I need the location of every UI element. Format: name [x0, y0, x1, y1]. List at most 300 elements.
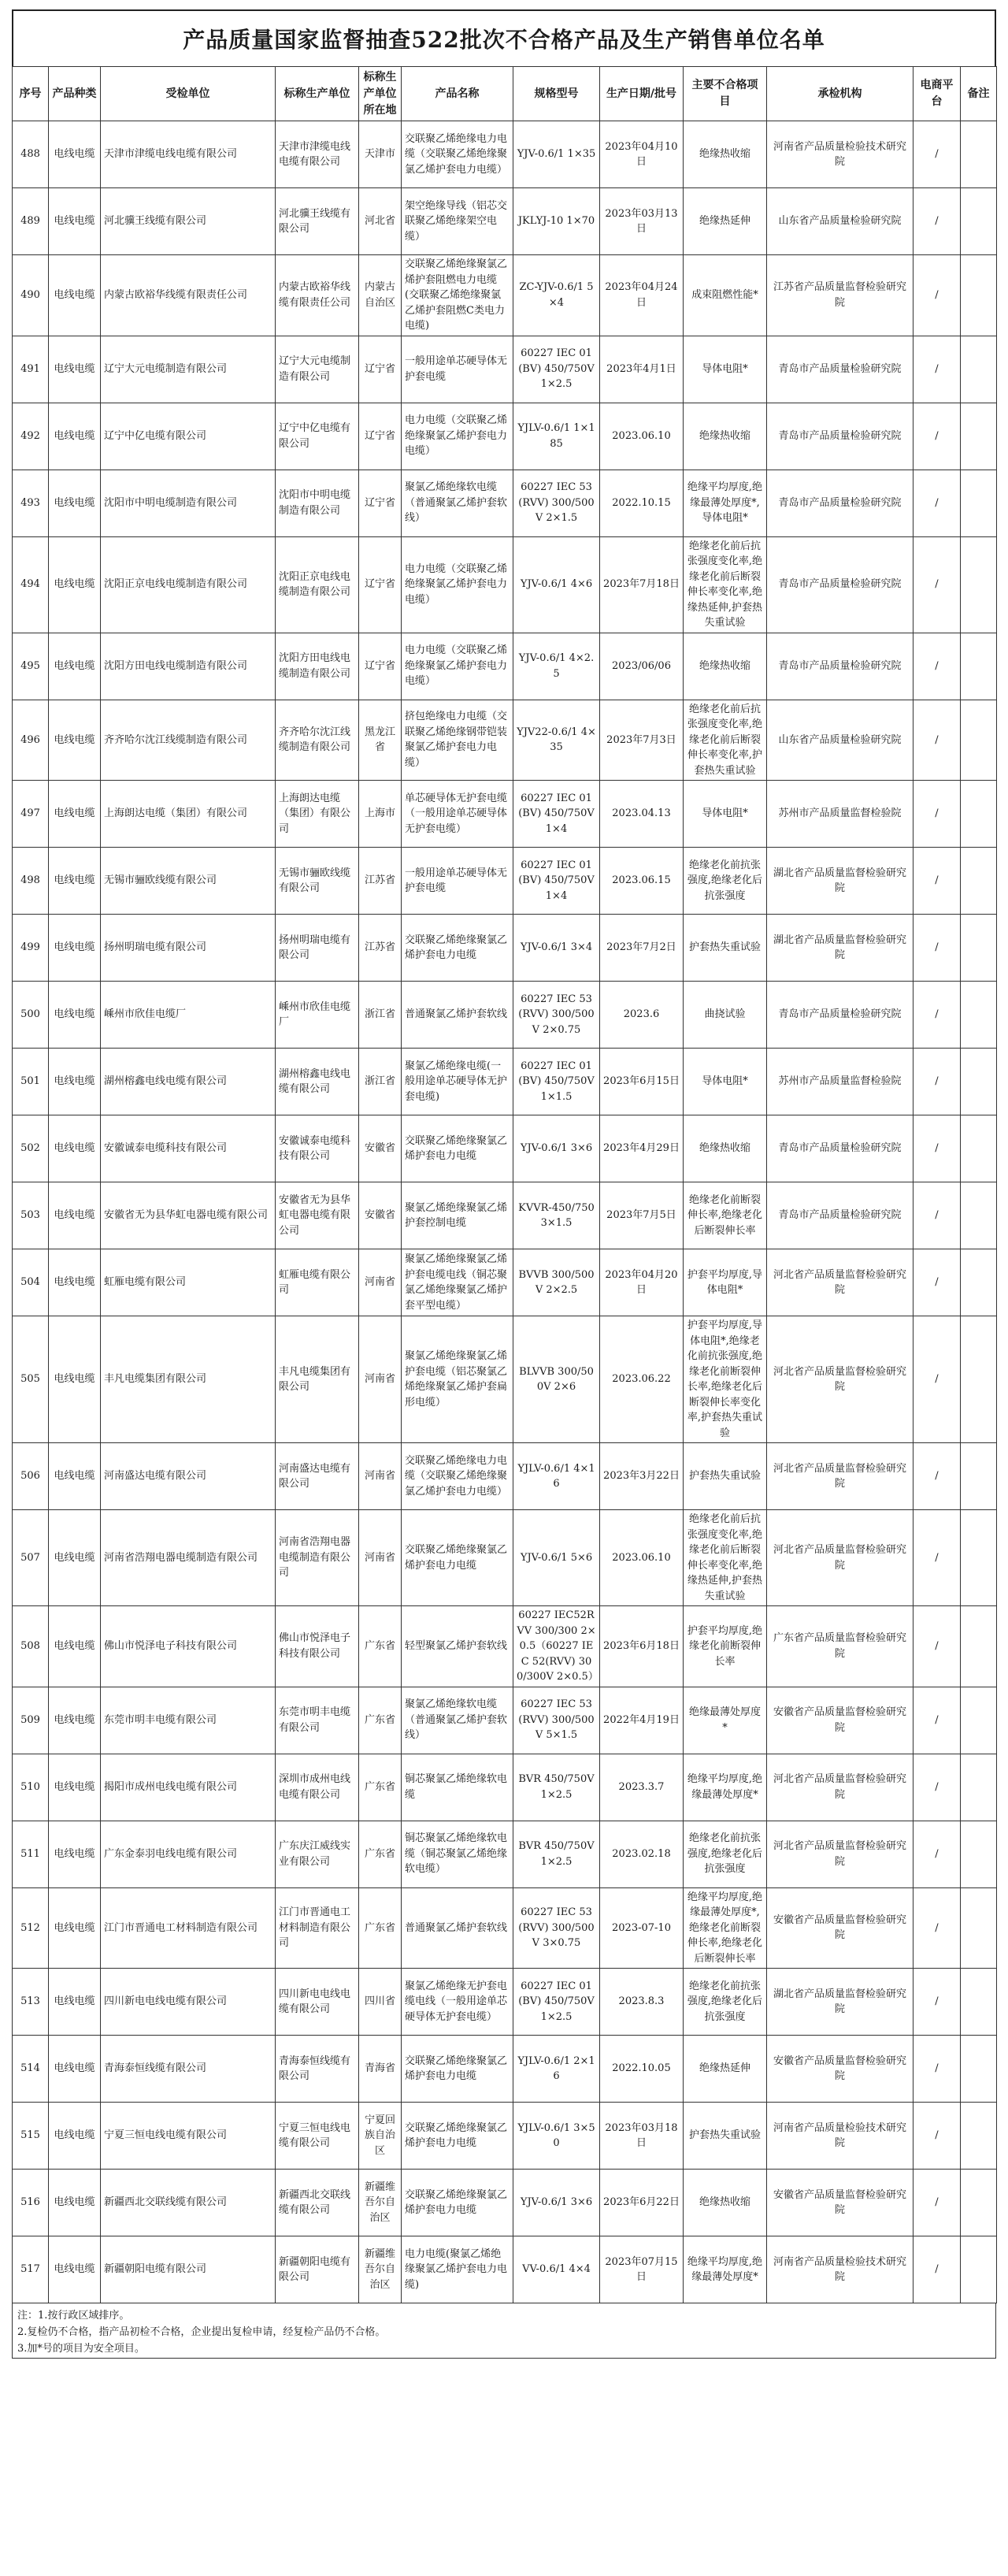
cell-category: 电线电缆	[49, 1969, 101, 2036]
cell-platform: /	[914, 1249, 961, 1316]
cell-defect: 护套平均厚度,导体电阻*	[684, 1249, 767, 1316]
cell-no: 498	[13, 848, 49, 915]
cell-location: 上海市	[359, 781, 402, 848]
cell-producer: 扬州明瑞电缆有限公司	[276, 915, 359, 982]
cell-remark	[961, 700, 997, 781]
cell-platform: /	[914, 536, 961, 633]
cell-defect: 绝缘热延伸	[684, 2036, 767, 2103]
cell-defect: 绝缘平均厚度,绝缘最薄处厚度*,绝缘老化前断裂伸长率,绝缘老化后断裂伸长率	[684, 1887, 767, 1969]
cell-defect: 绝缘老化前后抗张强度变化率,绝缘老化前后断裂伸长率变化率,护套热失重试验	[684, 700, 767, 781]
header-no: 序号	[13, 67, 49, 121]
cell-platform: /	[914, 1115, 961, 1182]
cell-location: 广东省	[359, 1687, 402, 1754]
cell-remark	[961, 982, 997, 1049]
cell-remark	[961, 2236, 997, 2303]
cell-category: 电线电缆	[49, 470, 101, 536]
cell-location: 四川省	[359, 1969, 402, 2036]
cell-inspected-unit: 嵊州市欣佳电缆厂	[101, 982, 276, 1049]
cell-product-name: 单芯硬导体无护套电缆（一般用途单芯硬导体无护套电缆）	[402, 781, 513, 848]
cell-date: 2023年3月22日	[600, 1443, 684, 1510]
cell-lab: 青岛市产品质量检验研究院	[767, 633, 914, 700]
cell-product-name: 交联聚乙烯绝缘聚氯乙烯护套电力电缆	[402, 2036, 513, 2103]
cell-remark	[961, 1887, 997, 1969]
cell-category: 电线电缆	[49, 188, 101, 255]
cell-location: 安徽省	[359, 1115, 402, 1182]
header-category: 产品种类	[49, 67, 101, 121]
cell-remark	[961, 2170, 997, 2236]
cell-no: 494	[13, 536, 49, 633]
cell-product-name: 一般用途单芯硬导体无护套电缆	[402, 848, 513, 915]
cell-remark	[961, 1687, 997, 1754]
cell-inspected-unit: 扬州明瑞电缆有限公司	[101, 915, 276, 982]
cell-date: 2023年7月18日	[600, 536, 684, 633]
cell-date: 2023年7月5日	[600, 1182, 684, 1249]
cell-inspected-unit: 湖州榕鑫电线电缆有限公司	[101, 1049, 276, 1115]
cell-category: 电线电缆	[49, 536, 101, 633]
cell-lab: 河北省产品质量监督检验研究院	[767, 1316, 914, 1443]
cell-spec: 60227 IEC 53(RVV) 300/500V 5×1.5	[513, 1687, 600, 1754]
cell-inspected-unit: 东莞市明丰电缆有限公司	[101, 1687, 276, 1754]
cell-defect: 绝缘平均厚度,绝缘最薄处厚度*,导体电阻*	[684, 470, 767, 536]
cell-producer: 内蒙古欧裕华线缆有限责任公司	[276, 255, 359, 336]
table-row	[13, 915, 997, 982]
footnotes	[12, 2303, 996, 2359]
cell-producer: 佛山市悦泽电子科技有限公司	[276, 1606, 359, 1687]
table-row	[13, 2103, 997, 2170]
cell-location: 新疆维吾尔自治区	[359, 2236, 402, 2303]
cell-inspected-unit: 广东金泰羽电线电缆有限公司	[101, 1821, 276, 1887]
cell-product-name: 铜芯聚氯乙烯绝缘软电缆	[402, 1754, 513, 1821]
cell-producer: 安徽诚泰电缆科技有限公司	[276, 1115, 359, 1182]
footnote-2: 2.复检仍不合格，指产品初检不合格，企业提出复检申请，经复检产品仍不合格。	[17, 2325, 386, 2338]
table-row	[13, 700, 997, 781]
footnote-1: 注：1.按行政区域排序。	[17, 2310, 130, 2322]
cell-spec: 60227 IEC 53(RVV) 300/500V 3×0.75	[513, 1887, 600, 1969]
header-lab: 承检机构	[767, 67, 914, 121]
cell-lab: 安徽省产品质量监督检验研究院	[767, 1887, 914, 1969]
cell-remark	[961, 470, 997, 536]
cell-product-name: 交联聚乙烯绝缘聚氯乙烯护套电力电缆	[402, 2170, 513, 2236]
cell-defect: 绝缘平均厚度,绝缘最薄处厚度*	[684, 2236, 767, 2303]
cell-platform: /	[914, 2236, 961, 2303]
cell-remark	[961, 1182, 997, 1249]
cell-location: 辽宁省	[359, 536, 402, 633]
cell-producer: 东莞市明丰电缆有限公司	[276, 1687, 359, 1754]
cell-product-name: 电力电缆(聚氯乙烯绝缘聚氯乙烯护套电力电缆)	[402, 2236, 513, 2303]
cell-product-name: 聚氯乙烯绝缘聚氯乙烯护套电缆（铝芯聚氯乙烯绝缘聚氯乙烯护套扁形电缆）	[402, 1316, 513, 1443]
cell-platform: /	[914, 1821, 961, 1887]
cell-remark	[961, 403, 997, 470]
cell-date: 2023年04月20日	[600, 1249, 684, 1316]
cell-spec: YJLV-0.6/1 1×185	[513, 403, 600, 470]
cell-producer: 安徽省无为县华虹电器电缆有限公司	[276, 1182, 359, 1249]
cell-no: 500	[13, 982, 49, 1049]
cell-category: 电线电缆	[49, 1606, 101, 1687]
cell-lab: 青岛市产品质量检验研究院	[767, 536, 914, 633]
cell-product-name: 普通聚氯乙烯护套软线	[402, 1887, 513, 1969]
cell-remark	[961, 1969, 997, 2036]
cell-platform: /	[914, 1316, 961, 1443]
table-row	[13, 255, 997, 336]
cell-platform: /	[914, 1969, 961, 2036]
cell-category: 电线电缆	[49, 700, 101, 781]
cell-category: 电线电缆	[49, 2170, 101, 2236]
cell-date: 2023年04月24日	[600, 255, 684, 336]
cell-category: 电线电缆	[49, 1249, 101, 1316]
cell-product-name: 聚氯乙烯绝缘聚氯乙烯护套控制电缆	[402, 1182, 513, 1249]
cell-date: 2023.06.10	[600, 1510, 684, 1606]
cell-spec: BVR 450/750V 1×2.5	[513, 1821, 600, 1887]
cell-date: 2023年4月1日	[600, 336, 684, 403]
cell-lab: 湖北省产品质量监督检验研究院	[767, 915, 914, 982]
cell-category: 电线电缆	[49, 2103, 101, 2170]
cell-inspected-unit: 丰凡电缆集团有限公司	[101, 1316, 276, 1443]
cell-category: 电线电缆	[49, 1316, 101, 1443]
cell-date: 2023.06.15	[600, 848, 684, 915]
table-body	[13, 121, 997, 2303]
cell-producer: 宁夏三恒电线电缆有限公司	[276, 2103, 359, 2170]
cell-spec: BVR 450/750V 1×2.5	[513, 1754, 600, 1821]
cell-lab: 湖北省产品质量监督检验研究院	[767, 1969, 914, 2036]
cell-inspected-unit: 四川新电电线电缆有限公司	[101, 1969, 276, 2036]
cell-no: 493	[13, 470, 49, 536]
cell-lab: 山东省产品质量检验研究院	[767, 188, 914, 255]
cell-date: 2023.8.3	[600, 1969, 684, 2036]
table-row	[13, 1687, 997, 1754]
cell-inspected-unit: 河南盛达电缆有限公司	[101, 1443, 276, 1510]
cell-defect: 绝缘热收缩	[684, 1115, 767, 1182]
cell-category: 电线电缆	[49, 1049, 101, 1115]
cell-platform: /	[914, 1182, 961, 1249]
cell-remark	[961, 336, 997, 403]
cell-date: 2023年7月2日	[600, 915, 684, 982]
cell-defect: 护套平均厚度,绝缘老化前断裂伸长率	[684, 1606, 767, 1687]
cell-producer: 江门市晋通电工材料制造有限公司	[276, 1887, 359, 1969]
cell-spec: 60227 IEC 01(BV) 450/750V 1×2.5	[513, 336, 600, 403]
cell-inspected-unit: 内蒙古欧裕华线缆有限责任公司	[101, 255, 276, 336]
table-row	[13, 781, 997, 848]
cell-spec: 60227 IEC 53(RVV) 300/500V 2×0.75	[513, 982, 600, 1049]
cell-defect: 绝缘老化前抗张强度,绝缘老化后抗张强度	[684, 1969, 767, 2036]
cell-category: 电线电缆	[49, 403, 101, 470]
cell-no: 492	[13, 403, 49, 470]
cell-platform: /	[914, 2036, 961, 2103]
cell-product-name: 一般用途单芯硬导体无护套电缆	[402, 336, 513, 403]
table-row	[13, 1115, 997, 1182]
cell-category: 电线电缆	[49, 255, 101, 336]
cell-date: 2023年03月18日	[600, 2103, 684, 2170]
cell-location: 宁夏回族自治区	[359, 2103, 402, 2170]
cell-no: 515	[13, 2103, 49, 2170]
cell-defect: 曲挠试验	[684, 982, 767, 1049]
table-row	[13, 1606, 997, 1687]
cell-defect: 绝缘热收缩	[684, 121, 767, 188]
cell-product-name: 交联聚乙烯绝缘电力电缆（交联聚乙烯绝缘聚氯乙烯护套电力电缆）	[402, 121, 513, 188]
cell-remark	[961, 915, 997, 982]
cell-inspected-unit: 上海朗达电缆（集团）有限公司	[101, 781, 276, 848]
header-product-name: 产品名称	[402, 67, 513, 121]
cell-category: 电线电缆	[49, 982, 101, 1049]
cell-date: 2022.10.05	[600, 2036, 684, 2103]
header-producer: 标称生产单位	[276, 67, 359, 121]
cell-producer: 辽宁大元电缆制造有限公司	[276, 336, 359, 403]
cell-spec: KVVR-450/750 3×1.5	[513, 1182, 600, 1249]
table-row	[13, 2236, 997, 2303]
cell-lab: 安徽省产品质量监督检验研究院	[767, 1687, 914, 1754]
cell-location: 江苏省	[359, 915, 402, 982]
cell-lab: 苏州市产品质量监督检验院	[767, 1049, 914, 1115]
cell-category: 电线电缆	[49, 1821, 101, 1887]
cell-remark	[961, 1249, 997, 1316]
cell-defect: 护套热失重试验	[684, 915, 767, 982]
cell-producer: 沈阳方田电线电缆制造有限公司	[276, 633, 359, 700]
table-row	[13, 188, 997, 255]
cell-producer: 河南省浩翔电器电缆制造有限公司	[276, 1510, 359, 1606]
cell-no: 511	[13, 1821, 49, 1887]
cell-location: 河南省	[359, 1443, 402, 1510]
cell-location: 辽宁省	[359, 470, 402, 536]
cell-producer: 辽宁中亿电缆有限公司	[276, 403, 359, 470]
cell-location: 辽宁省	[359, 336, 402, 403]
cell-platform: /	[914, 1606, 961, 1687]
cell-product-name: 聚氯乙烯绝缘聚氯乙烯护套电缆电线（铜芯聚氯乙烯绝缘聚氯乙烯护套平型电缆）	[402, 1249, 513, 1316]
cell-location: 安徽省	[359, 1182, 402, 1249]
cell-platform: /	[914, 470, 961, 536]
cell-inspected-unit: 天津市津缆电线电缆有限公司	[101, 121, 276, 188]
cell-inspected-unit: 无锡市骊欧线缆有限公司	[101, 848, 276, 915]
table-row	[13, 1510, 997, 1606]
cell-location: 浙江省	[359, 1049, 402, 1115]
cell-platform: /	[914, 781, 961, 848]
cell-remark	[961, 1510, 997, 1606]
cell-platform: /	[914, 121, 961, 188]
table-row	[13, 121, 997, 188]
cell-date: 2023.06.10	[600, 403, 684, 470]
cell-no: 513	[13, 1969, 49, 2036]
cell-platform: /	[914, 1754, 961, 1821]
table-row	[13, 1887, 997, 1969]
cell-spec: 60227 IEC52RVV 300/300 2×0.5（60227 IEC 52(RVV) 300/300V 2×0.5）	[513, 1606, 600, 1687]
cell-lab: 青岛市产品质量检验研究院	[767, 982, 914, 1049]
cell-platform: /	[914, 848, 961, 915]
cell-lab: 山东省产品质量检验研究院	[767, 700, 914, 781]
cell-remark	[961, 1821, 997, 1887]
cell-date: 2023.02.18	[600, 1821, 684, 1887]
cell-no: 508	[13, 1606, 49, 1687]
cell-platform: /	[914, 1687, 961, 1754]
cell-spec: YJV-0.6/1 5×6	[513, 1510, 600, 1606]
cell-producer: 嵊州市欣佳电缆厂	[276, 982, 359, 1049]
cell-spec: YJV-0.6/1 4×6	[513, 536, 600, 633]
cell-spec: 60227 IEC 01(BV) 450/750V 1×4	[513, 848, 600, 915]
cell-location: 江苏省	[359, 848, 402, 915]
cell-no: 507	[13, 1510, 49, 1606]
cell-inspected-unit: 沈阳方田电线电缆制造有限公司	[101, 633, 276, 700]
cell-date: 2023年6月15日	[600, 1049, 684, 1115]
cell-remark	[961, 1443, 997, 1510]
cell-location: 辽宁省	[359, 403, 402, 470]
cell-lab: 河南省产品质量检验技术研究院	[767, 121, 914, 188]
cell-no: 488	[13, 121, 49, 188]
cell-lab: 青岛市产品质量检验研究院	[767, 336, 914, 403]
cell-inspected-unit: 新疆西北交联线缆有限公司	[101, 2170, 276, 2236]
cell-lab: 安徽省产品质量监督检验研究院	[767, 2036, 914, 2103]
cell-remark	[961, 1115, 997, 1182]
cell-no: 510	[13, 1754, 49, 1821]
cell-platform: /	[914, 1510, 961, 1606]
document-page	[12, 0, 996, 2359]
cell-location: 河北省	[359, 188, 402, 255]
header-defect: 主要不合格项目	[684, 67, 767, 121]
cell-category: 电线电缆	[49, 1687, 101, 1754]
cell-category: 电线电缆	[49, 633, 101, 700]
cell-platform: /	[914, 1443, 961, 1510]
cell-lab: 河北省产品质量监督检验研究院	[767, 1821, 914, 1887]
cell-category: 电线电缆	[49, 781, 101, 848]
cell-producer: 青海泰恒线缆有限公司	[276, 2036, 359, 2103]
cell-inspected-unit: 河南省浩翔电器电缆制造有限公司	[101, 1510, 276, 1606]
cell-no: 516	[13, 2170, 49, 2236]
cell-category: 电线电缆	[49, 1754, 101, 1821]
cell-product-name: 电力电缆（交联聚乙烯绝缘聚氯乙烯护套电力电缆）	[402, 633, 513, 700]
cell-no: 503	[13, 1182, 49, 1249]
cell-defect: 导体电阻*	[684, 781, 767, 848]
cell-producer: 上海朗达电缆（集团）有限公司	[276, 781, 359, 848]
cell-date: 2023年03月13日	[600, 188, 684, 255]
results-table	[12, 66, 997, 2303]
cell-remark	[961, 1606, 997, 1687]
cell-date: 2023年6月22日	[600, 2170, 684, 2236]
cell-no: 495	[13, 633, 49, 700]
cell-category: 电线电缆	[49, 121, 101, 188]
cell-date: 2023年07月15日	[600, 2236, 684, 2303]
cell-defect: 成束阻燃性能*	[684, 255, 767, 336]
cell-category: 电线电缆	[49, 2036, 101, 2103]
cell-platform: /	[914, 982, 961, 1049]
cell-location: 河南省	[359, 1249, 402, 1316]
cell-product-name: 聚氯乙烯绝缘软电缆（普通聚氯乙烯护套软线）	[402, 470, 513, 536]
cell-no: 497	[13, 781, 49, 848]
cell-no: 490	[13, 255, 49, 336]
cell-location: 新疆维吾尔自治区	[359, 2170, 402, 2236]
cell-producer: 四川新电电线电缆有限公司	[276, 1969, 359, 2036]
cell-product-name: 电力电缆（交联聚乙烯绝缘聚氯乙烯护套电力电缆）	[402, 536, 513, 633]
cell-inspected-unit: 宁夏三恒电线电缆有限公司	[101, 2103, 276, 2170]
cell-no: 509	[13, 1687, 49, 1754]
cell-remark	[961, 2036, 997, 2103]
cell-remark	[961, 781, 997, 848]
cell-platform: /	[914, 2103, 961, 2170]
cell-location: 广东省	[359, 1887, 402, 1969]
cell-producer: 沈阳正京电线电缆制造有限公司	[276, 536, 359, 633]
cell-spec: YJV-0.6/1 3×4	[513, 915, 600, 982]
cell-producer: 无锡市骊欧线缆有限公司	[276, 848, 359, 915]
cell-no: 512	[13, 1887, 49, 1969]
cell-spec: YJLV-0.6/1 3×50	[513, 2103, 600, 2170]
cell-inspected-unit: 沈阳市中明电缆制造有限公司	[101, 470, 276, 536]
cell-spec: YJV-0.6/1 4×2.5	[513, 633, 600, 700]
cell-date: 2023.6	[600, 982, 684, 1049]
cell-lab: 苏州市产品质量监督检验院	[767, 781, 914, 848]
table-row	[13, 2170, 997, 2236]
cell-spec: 60227 IEC 53(RVV) 300/500V 2×1.5	[513, 470, 600, 536]
cell-lab: 安徽省产品质量监督检验研究院	[767, 2170, 914, 2236]
cell-defect: 护套热失重试验	[684, 1443, 767, 1510]
cell-date: 2023.04.13	[600, 781, 684, 848]
cell-defect: 绝缘热延伸	[684, 188, 767, 255]
cell-date: 2023-07-10	[600, 1887, 684, 1969]
table-header-row	[13, 67, 997, 121]
table-row	[13, 536, 997, 633]
cell-spec: 60227 IEC 01 (BV) 450/750V 1×2.5	[513, 1969, 600, 2036]
cell-location: 辽宁省	[359, 633, 402, 700]
cell-category: 电线电缆	[49, 1510, 101, 1606]
cell-remark	[961, 188, 997, 255]
cell-location: 内蒙古自治区	[359, 255, 402, 336]
cell-location: 广东省	[359, 1754, 402, 1821]
cell-product-name: 电力电缆（交联聚乙烯绝缘聚氯乙烯护套电力电缆）	[402, 403, 513, 470]
cell-location: 广东省	[359, 1821, 402, 1887]
cell-location: 广东省	[359, 1606, 402, 1687]
cell-no: 506	[13, 1443, 49, 1510]
cell-location: 黑龙江省	[359, 700, 402, 781]
table-row	[13, 1754, 997, 1821]
cell-date: 2023/06/06	[600, 633, 684, 700]
table-row	[13, 2036, 997, 2103]
cell-remark	[961, 1754, 997, 1821]
cell-inspected-unit: 新疆朝阳电缆有限公司	[101, 2236, 276, 2303]
cell-product-name: 聚氯乙烯绝缘软电缆（普通聚氯乙烯护套软线）	[402, 1687, 513, 1754]
cell-defect: 绝缘最薄处厚度*	[684, 1687, 767, 1754]
table-row	[13, 982, 997, 1049]
cell-remark	[961, 2103, 997, 2170]
cell-platform: /	[914, 403, 961, 470]
cell-date: 2022.10.15	[600, 470, 684, 536]
cell-defect: 绝缘热收缩	[684, 2170, 767, 2236]
cell-producer: 广东庆江威线实业有限公司	[276, 1821, 359, 1887]
cell-date: 2023年04月10日	[600, 121, 684, 188]
cell-no: 502	[13, 1115, 49, 1182]
cell-spec: ZC-YJV-0.6/1 5×4	[513, 255, 600, 336]
cell-location: 浙江省	[359, 982, 402, 1049]
cell-defect: 绝缘老化前抗张强度,绝缘老化后抗张强度	[684, 1821, 767, 1887]
cell-inspected-unit: 佛山市悦泽电子科技有限公司	[101, 1606, 276, 1687]
cell-inspected-unit: 虹雁电缆有限公司	[101, 1249, 276, 1316]
cell-defect: 绝缘热收缩	[684, 633, 767, 700]
cell-defect: 导体电阻*	[684, 1049, 767, 1115]
cell-defect: 绝缘老化前抗张强度,绝缘老化后抗张强度	[684, 848, 767, 915]
cell-product-name: 交联聚乙烯绝缘聚氯乙烯护套阻燃电力电缆(交联聚乙烯绝缘聚氯乙烯护套阻燃C类电力电缆)	[402, 255, 513, 336]
cell-platform: /	[914, 2170, 961, 2236]
cell-inspected-unit: 辽宁大元电缆制造有限公司	[101, 336, 276, 403]
cell-remark	[961, 1316, 997, 1443]
table-row	[13, 1443, 997, 1510]
cell-product-name: 交联聚乙烯绝缘聚氯乙烯护套电力电缆	[402, 1510, 513, 1606]
cell-product-name: 挤包绝缘电力电缆（交联聚乙烯绝缘钢带铠装聚氯乙烯护套电力电缆）	[402, 700, 513, 781]
cell-platform: /	[914, 188, 961, 255]
cell-date: 2023年4月29日	[600, 1115, 684, 1182]
table-row	[13, 633, 997, 700]
cell-producer: 河北骥王线缆有限公司	[276, 188, 359, 255]
cell-inspected-unit: 江门市晋通电工材料制造有限公司	[101, 1887, 276, 1969]
cell-defect: 护套平均厚度,导体电阻*,绝缘老化前抗张强度,绝缘老化前断裂伸长率,绝缘老化后断裂伸长率变化率,护套热失重试验	[684, 1316, 767, 1443]
cell-lab: 广东省产品质量监督检验研究院	[767, 1606, 914, 1687]
cell-producer: 新疆西北交联线缆有限公司	[276, 2170, 359, 2236]
cell-lab: 青岛市产品质量检验研究院	[767, 1182, 914, 1249]
cell-product-name: 交联聚乙烯绝缘电力电缆（交联聚乙烯绝缘聚氯乙烯护套电力电缆）	[402, 1443, 513, 1510]
cell-platform: /	[914, 1049, 961, 1115]
header-spec: 规格型号	[513, 67, 600, 121]
